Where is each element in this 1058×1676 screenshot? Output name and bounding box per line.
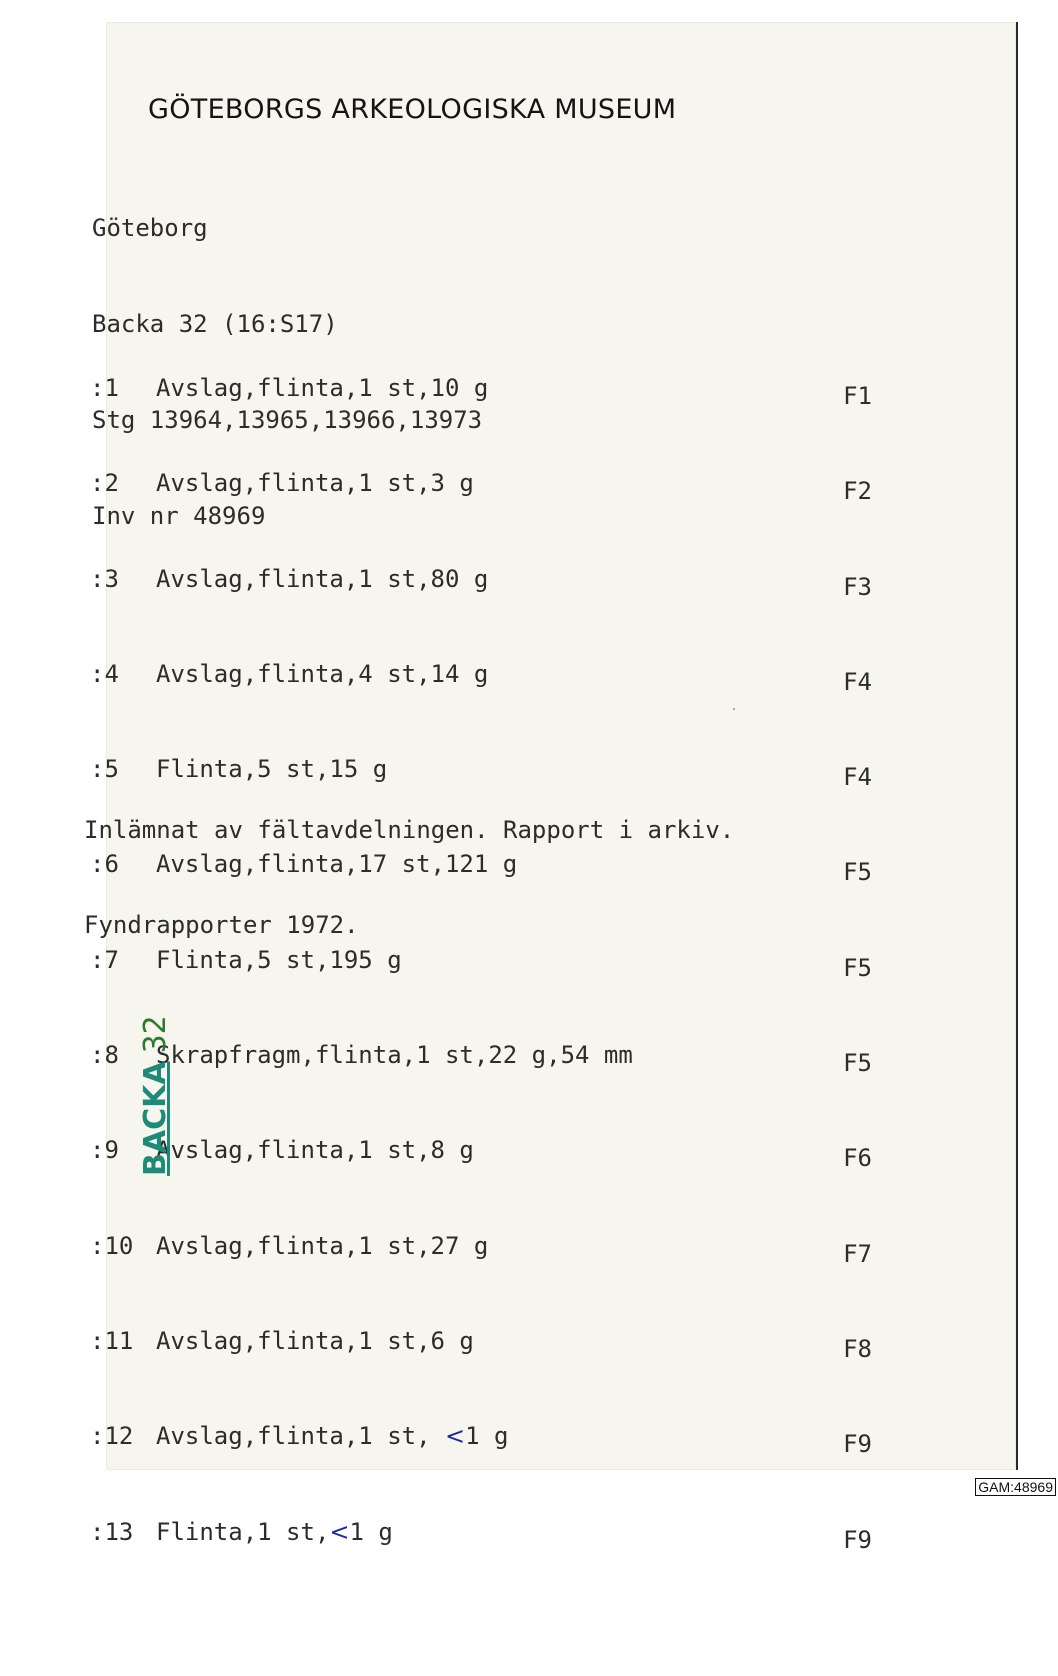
item-number: :8 [90,1041,119,1070]
item-code: F7 [843,1239,872,1268]
paper-speck [733,708,735,710]
archive-id-stamp: GAM:48969 [975,1478,1056,1496]
header-line-stg: Stg 13964,13965,13966,13973 [92,406,483,434]
item-description: Avslag,flinta,4 st,14 g [156,659,489,688]
list-item [90,563,872,601]
item-code: F4 [843,763,872,792]
item-code: F1 [843,382,872,410]
item-description [156,1420,508,1452]
item-description-text: Flinta,1 st, [156,1517,330,1546]
footer-line-reports: Fyndrapporter 1972. [84,911,359,939]
item-code: F6 [843,1144,872,1173]
item-number: :9 [90,1136,119,1165]
item-weight-text: 1 g [465,1422,509,1451]
item-code: F5 [843,858,872,887]
item-code: F9 [843,1430,872,1459]
item-description: Avslag,flinta,17 st,121 g [156,850,518,879]
item-number: :11 [90,1326,134,1355]
item-description: Skrapfragm,flinta,1 st,22 g,54 mm [156,1041,633,1070]
list-item [90,658,872,696]
item-description: Avslag,flinta,1 st,3 g [156,469,474,498]
list-item [90,467,872,506]
list-item [90,1230,872,1268]
item-description: Avslag,flinta,1 st,80 g [156,564,489,593]
item-code: F2 [843,477,872,506]
item-weight-text: 1 g [349,1517,393,1546]
item-number: :13 [90,1517,134,1546]
list-item [90,1325,872,1363]
item-description: Avslag,flinta,1 st,27 g [156,1231,489,1260]
header-line-inventory: Inv nr 48969 [92,502,266,530]
item-number: :2 [90,469,119,498]
item-number: :3 [90,564,119,593]
list-item [90,1420,872,1459]
item-description [156,1516,393,1548]
list-item [90,372,872,410]
item-description: Flinta,5 st,15 g [156,755,388,784]
item-description-text: Avslag,flinta,1 st, [156,1422,445,1451]
item-number: :1 [90,374,119,402]
list-item [90,1039,872,1078]
handwritten-site-label [138,1015,173,1176]
item-code: F3 [843,572,872,601]
handwritten-less-than-mark: < [329,1517,350,1546]
item-description: Avslag,flinta,1 st,10 g [156,374,489,402]
list-item [90,1516,872,1554]
header-line-city: Göteborg [92,214,208,242]
item-description: Avslag,flinta,1 st,8 g [156,1136,474,1165]
item-number: :5 [90,755,119,784]
site-label-number: 32 [138,1015,173,1054]
list-item [90,1134,872,1173]
item-number: :10 [90,1231,134,1260]
handwritten-less-than-mark: < [444,1422,466,1451]
item-code: F5 [843,1049,872,1078]
item-number: :4 [90,659,119,688]
footer-line-submitted: Inlämnat av fältavdelningen. Rapport i arkiv. [84,816,735,844]
card-footer [84,750,734,1004]
item-code: F8 [843,1334,872,1363]
item-code: F4 [843,667,872,696]
item-code: F5 [843,953,872,982]
item-description: Avslag,flinta,1 st,6 g [156,1326,474,1355]
museum-name: GÖTEBORGS ARKEOLOGISKA MUSEUM [148,94,677,125]
item-number: :7 [90,945,119,974]
item-number: :12 [90,1422,134,1451]
item-number: :6 [90,850,119,879]
header-line-site: Backa 32 (16:S17) [92,310,338,338]
item-code: F9 [843,1525,872,1554]
item-description: Flinta,5 st,195 g [156,945,402,974]
site-label-word: BACKA [138,1061,173,1176]
